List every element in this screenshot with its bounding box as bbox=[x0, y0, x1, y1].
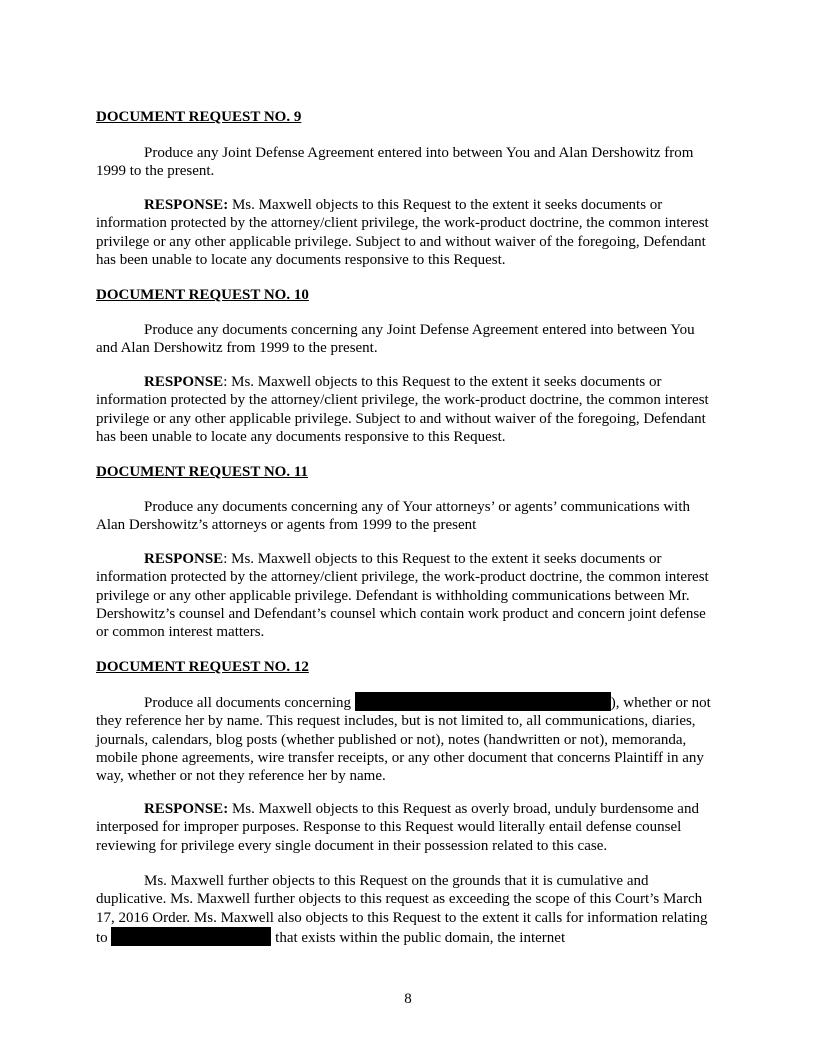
request-9-text: Produce any Joint Defense Agreement entered into between You and Alan Dershowitz from 1999 to the present. bbox=[96, 145, 694, 180]
response-text: : Ms. Maxwell objects to this Request to the extent it seeks documents or information protected by the attorney/client privilege, the work-product doctrine, the common interest privilege or any other applicable privilege. Subject to and without waiver of the foregoing, Defendant has been unable to locate any documents responsive to this Request. bbox=[96, 374, 709, 445]
request-10-text: Produce any documents concerning any Joint Defense Agreement entered into between You and Alan Dershowitz from 1999 to the present. bbox=[96, 322, 695, 357]
request-10-response bbox=[96, 373, 720, 446]
section-heading: DOCUMENT REQUEST NO. 9 bbox=[96, 109, 302, 125]
request-11-text: Produce any documents concerning any of Your attorneys’ or agents’ communications with Alan Dershowitz’s attorneys or agents from 1999 to the present bbox=[96, 499, 690, 534]
request-text-end: ), whether or not they reference her by name. This request includes, but is not limited to, all communications, diaries, journals, calendars, blog posts (whether published or not), notes (handwritten or not), memoranda, mobile phone agreements, wire transfer receipts, or any other document that concerns Plaintiff in any way, whether or not they reference her by name. bbox=[96, 695, 711, 785]
request-11-response bbox=[96, 550, 720, 641]
redaction-block bbox=[355, 692, 611, 711]
objection-text-end: that exists within the public domain, the internet bbox=[271, 929, 566, 946]
section-heading: DOCUMENT REQUEST NO. 12 bbox=[96, 659, 309, 675]
response-text: Ms. Maxwell objects to this Request as overly broad, unduly burdensome and interposed for improper purposes. Response to this Request would literally entail defense counsel reviewing for privilege every single document in their possession related to this case. bbox=[96, 801, 699, 854]
response-text: : Ms. Maxwell objects to this Request to the extent it seeks documents or information protected by the attorney/client privilege, the work-product doctrine, the common interest privilege or any other applicable privilege. Defendant is withholding communications between Mr. Dershowitz’s counsel and Defendant’s counsel which contain work product and concern joint defense or common interest matters. bbox=[96, 551, 709, 641]
request-12-further-objection bbox=[96, 872, 720, 947]
redaction-block bbox=[111, 927, 271, 946]
request-12-text bbox=[96, 692, 720, 785]
request-10-heading bbox=[96, 286, 720, 304]
request-9-heading bbox=[96, 108, 720, 126]
request-12-response bbox=[96, 800, 720, 855]
request-9-response bbox=[96, 196, 720, 269]
response-label: RESPONSE: bbox=[144, 197, 229, 213]
response-label: RESPONSE: bbox=[144, 801, 229, 817]
response-label: RESPONSE bbox=[144, 551, 224, 567]
response-label: RESPONSE bbox=[144, 374, 224, 390]
request-11-heading bbox=[96, 463, 720, 481]
page-number: 8 bbox=[404, 991, 412, 1007]
response-text: Ms. Maxwell objects to this Request to the extent it seeks documents or information protected by the attorney/client privilege, the work-product doctrine, the common interest privilege or any other applicable privilege. Subject to and without waiver of the foregoing, Defendant has been unable to locate any documents responsive to this Request. bbox=[96, 197, 709, 268]
request-text-start: Produce all documents concerning bbox=[144, 695, 355, 711]
section-heading: DOCUMENT REQUEST NO. 10 bbox=[96, 287, 309, 303]
request-12-heading bbox=[96, 658, 720, 676]
section-heading: DOCUMENT REQUEST NO. 11 bbox=[96, 464, 308, 480]
objection-text-start: Ms. Maxwell further objects to this Request on the grounds that it is cumulative and duplicative. Ms. Maxwell further objects to this request as exceeding the scope of this Court’s March 17, 2016 Order. Ms. Maxwell also objects to this Request to the extent it calls for information relating to bbox=[96, 873, 708, 946]
